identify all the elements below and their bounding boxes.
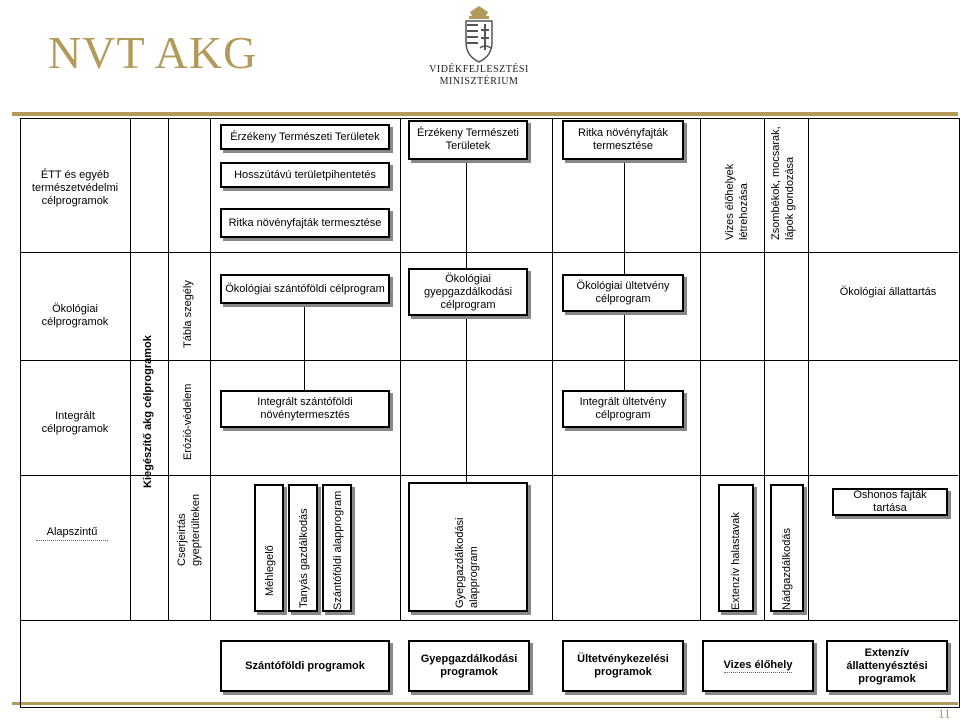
box-okologiai-ultetveny: Ökológiai ültetvény célprogram [562, 274, 684, 312]
box-okologiai-gyep: Ökológiai gyepgazdálkodási célprogram [408, 268, 528, 316]
box-hosszutavu: Hosszútávú területpihentetés [220, 162, 390, 188]
row-divider [20, 475, 958, 476]
box-integralt-szantofoldi: Integrált szántóföldi növénytermesztés [220, 390, 390, 428]
connector-line [466, 158, 467, 482]
box-okologiai-szantofoldi: Ökológiai szántóföldi célprogram [220, 274, 390, 304]
box-ultetvenykezelesi: Ültetvénykezelési programok [562, 640, 684, 692]
row-label-ett: ÉTT és egyéb természetvédelmi célprogramok [31, 168, 119, 207]
col-divider [130, 118, 131, 620]
col-divider [400, 118, 401, 620]
row-divider [20, 620, 958, 621]
side-label-tabla-szegely: Tábla szegély [182, 280, 194, 348]
row-label-okologiai: Ökológiai célprogramok [41, 303, 109, 328]
box-integralt-ultetveny: Integrált ültetvény célprogram [562, 390, 684, 428]
box-nad: Nádgazdálkodás [770, 484, 804, 612]
side-label-cserjeirtas: Cserjeirtás [176, 513, 188, 566]
col-divider [764, 118, 765, 620]
label-zsombek-1: Zsombékok, mocsarak, [770, 126, 782, 240]
box-halastavak: Extenzív halastavak [718, 484, 754, 612]
row-label-alapszintu: Alapszintű [36, 524, 108, 541]
col-divider [168, 118, 169, 620]
col-divider [210, 118, 211, 620]
box-ett-1: Érzékeny Természeti Területek [220, 124, 390, 150]
box-szantofoldi-alap: Szántóföldi alapprogram [322, 484, 352, 612]
box-ritka-1: Ritka növényfajták termesztése [220, 208, 390, 238]
top-gold-rule [12, 112, 958, 116]
box-szantofoldi-programok: Szántóföldi programok [220, 640, 390, 692]
row-divider [20, 360, 958, 361]
coat-of-arms-icon [456, 4, 502, 64]
side-label-erozio-vedelem: Erózió-védelem [182, 383, 194, 460]
row-label-integralt: Integrált célprogramok [41, 410, 109, 435]
connector-line [304, 302, 305, 396]
box-ritka-2: Ritka növényfajták termesztése [562, 120, 684, 160]
label-zsombek-2: lápok gondozása [784, 156, 796, 240]
side-label-kiegeszito: Kiegészítő akg célprogramok [142, 335, 154, 488]
ministry-name-line2: MINISZTÉRIUM [439, 76, 519, 87]
page-number: 11 [938, 706, 951, 721]
box-ett-2: Érzékeny Természeti Területek [408, 120, 528, 160]
page-title: NVT AKG [48, 27, 258, 78]
ministry-name-line1: VIDÉKFEJLESZTÉSI [429, 64, 529, 75]
col-divider [552, 118, 553, 620]
col-divider [808, 118, 809, 620]
box-mehlegelo: Méhlegelő [254, 484, 284, 612]
row-divider [20, 252, 958, 253]
box-extenziv-allattenyesztesi: Extenzív állattenyésztési programok [826, 640, 948, 692]
box-tanyas: Tanyás gazdálkodás [288, 484, 318, 612]
col-divider [700, 118, 701, 620]
label-vizes-2: létrehozása [738, 183, 750, 240]
label-okologiai-allattartas: Ökológiai állattartás [839, 285, 937, 298]
box-gyep-programok: Gyepgazdálkodási programok [408, 640, 530, 692]
vizes-elohely-label: Vizes élőhely [723, 659, 793, 671]
side-label-gyepterulteken: gyepterülteken [190, 493, 202, 566]
box-vizes-elohely [702, 640, 814, 692]
box-oshonos: Őshonos fajták tartása [832, 488, 948, 516]
box-gyep-alap: Gyepgazdálkodási alapprogram [408, 482, 528, 612]
label-vizes-1: Vizes élőhelyek [724, 163, 736, 240]
ministry-logo [420, 4, 538, 88]
